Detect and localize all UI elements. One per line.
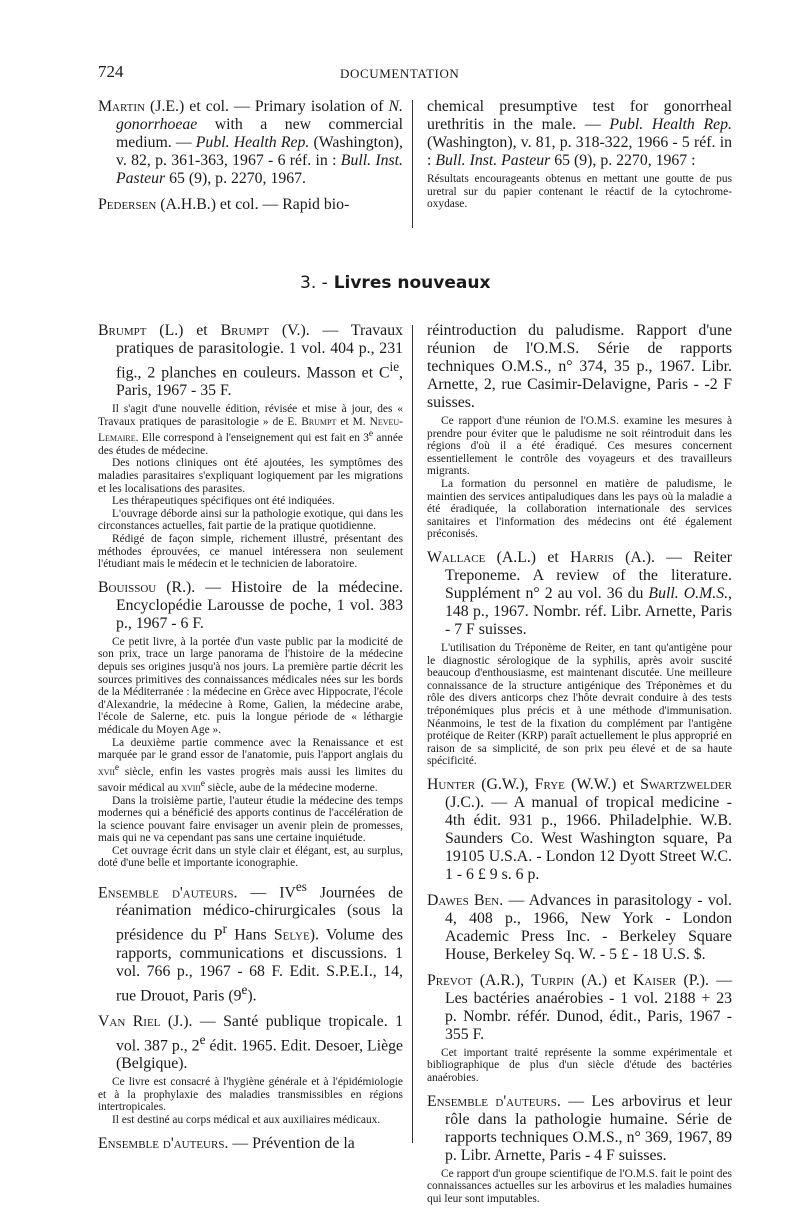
- entry-note: Cet important traité représente la somme expérimentale et bibliographique de plus d'un siècle d'étude des bactéries anaérobies.: [427, 1046, 732, 1085]
- entry-hunter: Hunter (G.W.), Frye (W.W.) et Swartzwelder (J.C.). — A manual of tropical medicine - 4th édit. 931 p., 1966. Philadelphie. W.B. Saunders Co. West Washington square, Pa 19105 U.S.A. - London 12 Dyott Street W.C. 1 - 6 £ 9 s. 6 p.: [427, 775, 732, 883]
- author-name: Martin: [98, 98, 145, 115]
- left-column: [98, 322, 403, 1153]
- entry-dawes: Dawes Ben. — Advances in parasitology - vol. 4, 408 p., 1966, New York - London Academic Press Inc. - Berkeley Square House, Berkeley Sq. W. - 5 £ - 18 U.S. $.: [427, 891, 732, 963]
- entry-wallace: Wallace (A.L.) et Harris (A.). — Reiter Treponeme. A review of the literature. Supplément n° 2 au vol. 36 du Bull. O.M.S., 148 p., 1967. Nombr. réf. Libr. Arnette, Paris - 7 F suisses.: [427, 548, 732, 638]
- entry-bouissou: Bouissou (R.). — Histoire de la médecine. Encyclopédie Larousse de poche, 1 vol. 383 p., 1967 - 6 F.: [98, 578, 403, 632]
- entry-martin: Martin (J.E.) et col. — Primary isolation of N. gonorrhoeae with a new commercial medium. — Publ. Health Rep. (Washington), v. 82, p. 361-363, 1967 - 6 réf. in : Bull. Inst. Pasteur 65 (9), p. 2270, 1967.: [98, 98, 404, 187]
- entry-note: Ce rapport d'un groupe scientifique de l'O.M.S. fait le point des connaissances actuelles sur les arbovirus et les maladies humaines qui leur sont imputables.: [427, 1167, 732, 1205]
- author-name: Pedersen: [98, 196, 157, 213]
- column-divider: [412, 325, 413, 1143]
- entry-van-riel: Van Riel (J.). — Santé publique tropicale. 1 vol. 387 p., 2e édit. 1965. Edit. Desoer, Liège (Belgique).: [98, 1012, 404, 1073]
- entry-prevot: Prevot (A.R.), Turpin (A.) et Kaiser (P.). — Les bactéries anaérobies - 1 vol. 2188 + 23 p. Nombr. référ. Dunod, édit., Paris, 1967 - 355 F.: [427, 971, 732, 1043]
- entry-ensemble-reanimation: Ensemble d'auteurs. — $IV^{es}$ Journées de réanimation médico-chirurgicales (sous la présidence du $P^r$ Hans Selye). Volume des rapports, communications et discussions. 1 vol. 766 p., 1967 - 68 F. Edit. S.P.E.I., 14, rue Drouot, Paris (9e).: [98, 879, 403, 1004]
- running-title: DOCUMENTATION: [340, 66, 460, 81]
- entry-note: Résultats encourageants obtenus en mettant une goutte de pus uretral sur du papier contenant le réactif de la cytochrome-oxydase.: [427, 173, 732, 211]
- entry-note: Ce petit livre, à la portée d'un vaste public par la modicité de son prix, trace un large panorama de l'histoire de la médecine depuis ses origines jusqu'à nos jours. La première partie décrit les sources primitives des connaissances médicales nées sur les bords de la Méditerranée : la médecine en Grèce avec Hippocrate, l'école d'Alexandrie, la médecine à Rome, Galien, la médecine arabe, l'école de Salerne, etc. puis la longue période de « léthargie médicale du Moyen Age ». La deuxième partie commence avec la Renaissance et est marquée par le grand essor de l'anatomie, puis l'apport anglais du xvii$^e$ siècle, enfin les vastes progrès mais aussi les limites du savoir médical au xviii$^e$ siècle, aube de la médecine moderne. Dans la troisième partie, l'auteur étudie la médecine des temps modernes qui a bénéficié des apports continus de l'accélération de la science pouvant faire envisager un avenir plein de promesses, mais qui ne va cependant pas sans une certaine inquiétude. Cet ouvrage écrit dans un style clair et élégant, est, au surplus, doté d'une belle et importante iconographie.: [98, 635, 403, 870]
- column-divider: [412, 100, 413, 228]
- entry-note: Ce livre est consacré à l'hygiène générale et à l'épidémiologie et à la prophylaxie des maladies transmissibles en régions intertropicales. Il est destiné au corps médical et aux auxiliaires médicaux.: [98, 1076, 403, 1126]
- entry-ensemble-prevention: Ensemble d'auteurs. — Prévention de la: [98, 1134, 355, 1152]
- top-left-column: [98, 98, 403, 214]
- page-number: 724: [98, 62, 124, 81]
- entry-note: L'utilisation du Tréponème de Reiter, en tant qu'antigène pour le diagnostic sérologique de la syphilis, après avoir suscité beaucoup d'enthousiasme, est maintenant discutée. Une meilleure connaissance de la structure antigénique des Tréponèmes et du rôle des divers anticorps chez l'hôte devrait conduire à des tests tréponémiques plus précis et à une méthode d'immunisation. Néanmoins, le test de la fixation du complément par l'antigène protéique de Reiter (KRP) paraît actuellement le plus approprié en raison de sa simplicité, de son prix peu élevé et de sa haute spécificité.: [427, 641, 732, 768]
- entry-brumpt: Brumpt (L.) et Brumpt (V.). — Travaux pratiques de parasitologie. 1 vol. 404 p., 231 fig., 2 planches en couleurs. Masson et $C^{ie}$, Paris, 1967 - 35 F.: [98, 322, 403, 400]
- right-column: [427, 322, 732, 1205]
- entry-ensemble-arbovirus: Ensemble d'auteurs. — Les arbovirus et leur rôle dans la pathologie humaine. Série de rapports techniques O.M.S., n° 369, 1967, 89 p. Libr. Arnette, Paris - 4 F suisses.: [427, 1092, 732, 1164]
- section-title: Livres nouveaux: [333, 273, 491, 293]
- entry-note: Ce rapport d'une réunion de l'O.M.S. examine les mesures à prendre pour éviter que le paludisme ne soit réintroduit dans les régions d'où il a été éradiqué. Ces mesures concernent essentiellement le contrôle des voyageurs et des travailleurs migrants. La formation du personnel en matière de paludisme, le maintien des services antipaludiques dans les pays où la maladie a été éradiquée, la collaboration internationale des services sanitaires et l'information des médecins ont été également préconisés.: [427, 415, 732, 541]
- entry-pedersen: Pedersen (A.H.B.) et col. — Rapid bio-: [98, 196, 350, 213]
- top-right-column: [427, 98, 732, 211]
- entry-note: Il s'agit d'une nouvelle édition, révisée et mise à jour, des « Travaux pratiques de parasitologie » de E. Brumpt et M. Neveu-Lemaire. Elle correspond à l'enseignement qui est fait en 3e année des études de médecine. Des notions cliniques ont été ajoutées, les symptômes des maladies parasitaires s'expliquant logiquement par les migrations et les localisations des parasites. Les thérapeutiques spécifiques ont été indiquées. L'ouvrage déborde ainsi sur la pathologie exotique, qui dans les circonstances actuelles, fait partie de la pratique quotidienne. Rédigé de façon simple, richement illustré, présentant des méthodes éprouvées, ce manuel intéressera non seulement l'étudiant mais le médecin et le technicien de laboratoire.: [98, 403, 403, 571]
- entry-paludisme-continued: réintroduction du paludisme. Rapport d'une réunion de l'O.M.S. Série de rapports techniques O.M.S., n° 374, 35 p., 1967. Libr. Arnette, 2, rue Casimir-Delavigne, Paris - -2 F suisses.: [427, 322, 732, 411]
- entry-pedersen-continued: chemical presumptive test for gonorrheal urethritis in the male. — Publ. Health Rep. (Washington), v. 81, p. 318-322, 1966 - 5 réf. in : Bull. Inst. Pasteur 65 (9), p. 2270, 1967 :: [427, 98, 733, 169]
- section-heading: 3. - Livres nouveaux: [300, 273, 491, 293]
